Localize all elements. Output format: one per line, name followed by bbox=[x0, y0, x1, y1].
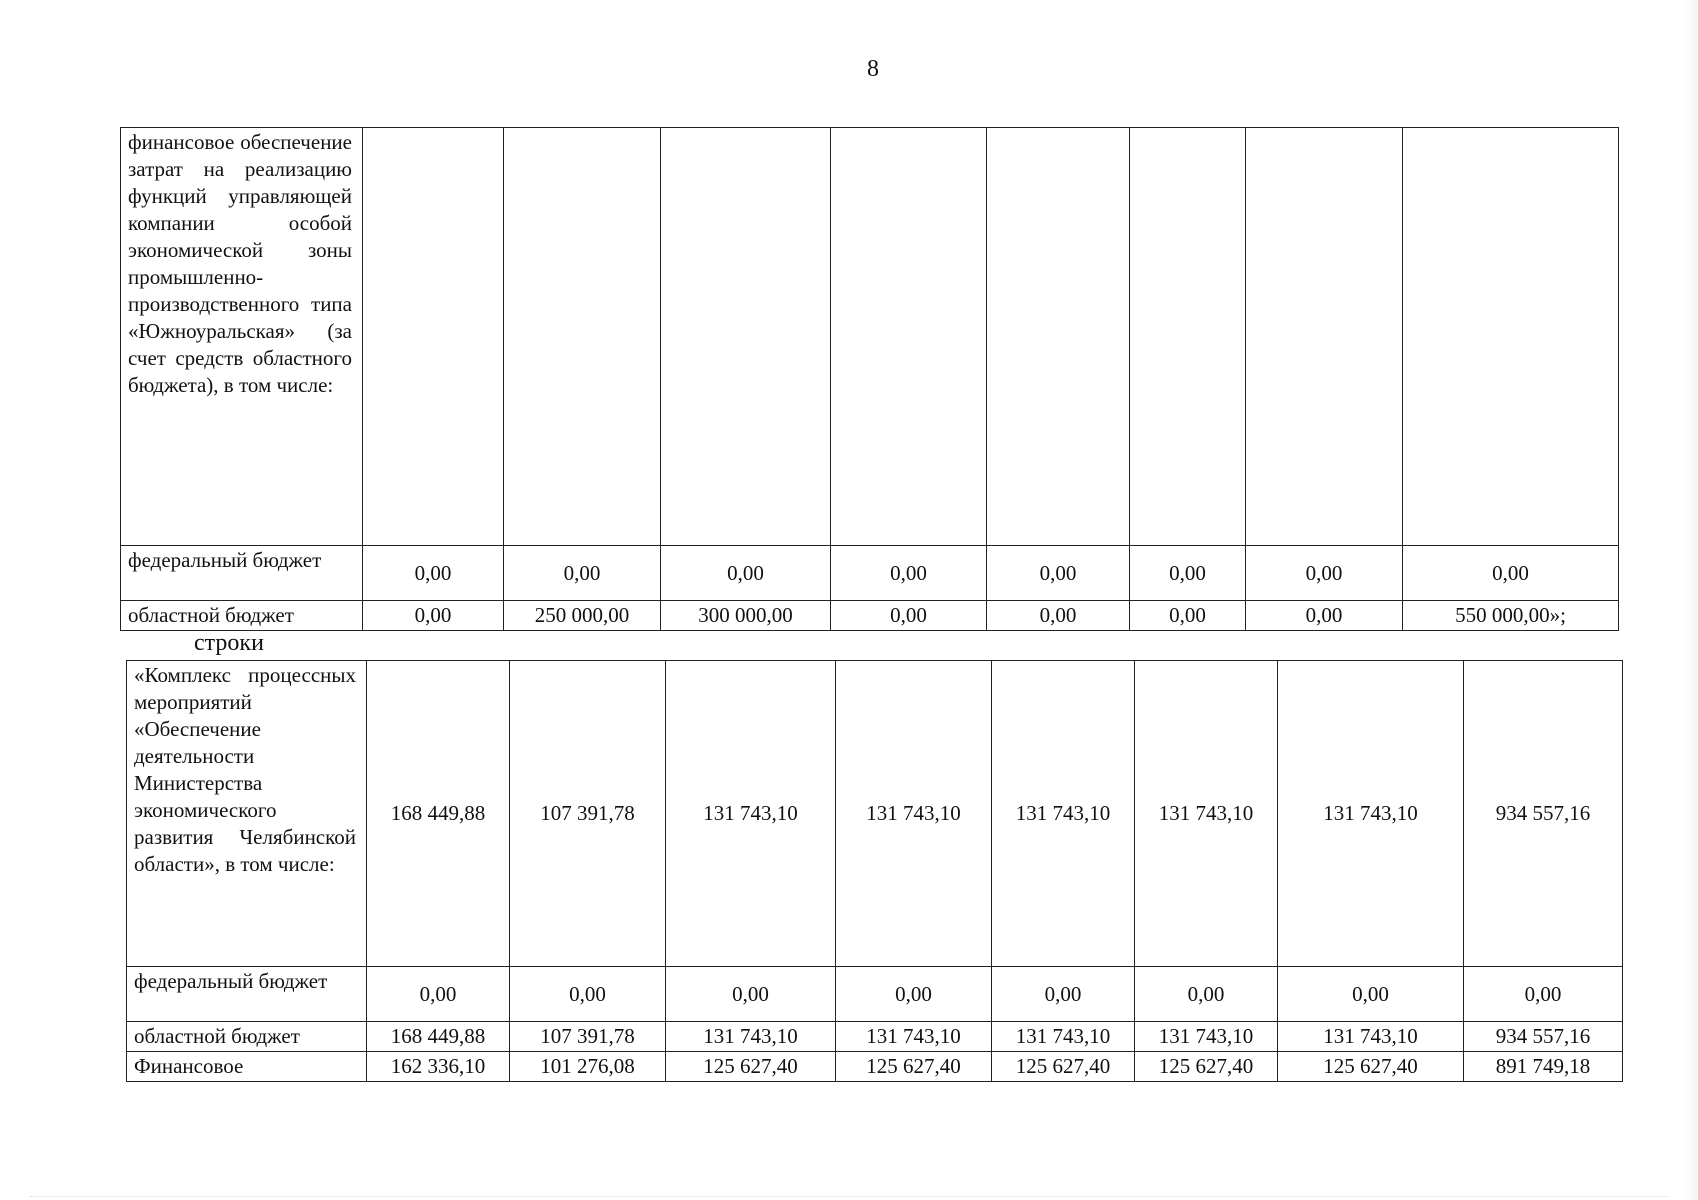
row-label: финансовое обеспечение затрат на реализацию функций управляющей компании особой экономической зоны промышленно-производственного типа «Южноуральская» (за счет средств областного бюджета), в том числе: bbox=[121, 128, 363, 546]
value-cell bbox=[1403, 601, 1619, 631]
value-cell bbox=[831, 128, 987, 546]
value-cell: 0,00 bbox=[831, 601, 987, 631]
value-cell: 131 743,10 bbox=[836, 1022, 992, 1052]
budget-table-process-measures bbox=[126, 660, 1623, 1082]
value-cell: 0,00 bbox=[831, 546, 987, 601]
value-cell: 131 743,10 bbox=[1135, 661, 1278, 967]
rows-heading: строки bbox=[194, 630, 264, 656]
value-cell: 131 743,10 bbox=[1278, 661, 1464, 967]
value-cell: 0,00 bbox=[836, 967, 992, 1022]
value-cell: 131 743,10 bbox=[666, 661, 836, 967]
row-label: областной бюджет bbox=[127, 1022, 367, 1052]
value-cell: 107 391,78 bbox=[510, 1022, 666, 1052]
value-cell: 101 276,08 bbox=[510, 1052, 666, 1082]
row-label: Финансовое bbox=[127, 1052, 367, 1082]
value-cell bbox=[987, 128, 1130, 546]
value-cell: 0,00 bbox=[363, 601, 504, 631]
page-number: 8 bbox=[867, 56, 879, 82]
table-row bbox=[121, 128, 1619, 546]
value-cell: 0,00 bbox=[661, 546, 831, 601]
value-cell: 0,00 bbox=[987, 601, 1130, 631]
value-cell: 250 000,00 bbox=[504, 601, 661, 631]
row-label: федеральный бюджет bbox=[127, 967, 367, 1022]
value-cell: 0,00 bbox=[1130, 546, 1246, 601]
value-cell: 131 743,10 bbox=[992, 661, 1135, 967]
value-cell: 0,00 bbox=[1246, 601, 1403, 631]
value-cell: 131 743,10 bbox=[666, 1022, 836, 1052]
row-label: «Комплекс процессных мероприятий «Обеспечение деятельности Министерства экономического развития Челябинской области», в том числе: bbox=[127, 661, 367, 967]
value-cell bbox=[1403, 128, 1619, 546]
value-cell: 0,00 bbox=[987, 546, 1130, 601]
value-cell: 125 627,40 bbox=[1278, 1052, 1464, 1082]
value-cell: 107 391,78 bbox=[510, 661, 666, 967]
value-cell: 300 000,00 bbox=[661, 601, 831, 631]
value-cell: 0,00 bbox=[1403, 546, 1619, 601]
value-cell: 131 743,10 bbox=[1278, 1022, 1464, 1052]
value-cell: 168 449,88 bbox=[367, 1022, 510, 1052]
value-cell: 934 557,16 bbox=[1464, 661, 1623, 967]
value-cell bbox=[1246, 128, 1403, 546]
table-row bbox=[127, 661, 1623, 967]
value-cell: 891 749,18 bbox=[1464, 1052, 1623, 1082]
value-cell: 125 627,40 bbox=[1135, 1052, 1278, 1082]
value-cell: 0,00 bbox=[1464, 967, 1623, 1022]
value-cell: 0,00 bbox=[510, 967, 666, 1022]
value-cell: 0,00 bbox=[504, 546, 661, 601]
table-row bbox=[121, 601, 1619, 631]
value-cell: 131 743,10 bbox=[992, 1022, 1135, 1052]
scan-bottom-edge bbox=[30, 1196, 1668, 1199]
table-row bbox=[121, 546, 1619, 601]
row-label: федеральный бюджет bbox=[121, 546, 363, 601]
value-cell: 0,00 bbox=[1130, 601, 1246, 631]
value-cell: 168 449,88 bbox=[367, 661, 510, 967]
value-cell: 0,00 bbox=[363, 546, 504, 601]
value-cell: 0,00 bbox=[992, 967, 1135, 1022]
value-cell: 0,00 bbox=[1246, 546, 1403, 601]
value-cell: 125 627,40 bbox=[992, 1052, 1135, 1082]
value-cell bbox=[1130, 128, 1246, 546]
value-cell: 162 336,10 bbox=[367, 1052, 510, 1082]
value-cell: 0,00 bbox=[1278, 967, 1464, 1022]
value-cell: 131 743,10 bbox=[836, 661, 992, 967]
value-cell bbox=[661, 128, 831, 546]
value-text: 550 000,00 bbox=[1455, 603, 1550, 627]
value-cell: 0,00 bbox=[1135, 967, 1278, 1022]
value-cell bbox=[363, 128, 504, 546]
value-cell: 0,00 bbox=[367, 967, 510, 1022]
value-cell: 934 557,16 bbox=[1464, 1022, 1623, 1052]
budget-table-economic-zone bbox=[120, 127, 1619, 631]
table-row bbox=[127, 967, 1623, 1022]
value-cell: 125 627,40 bbox=[666, 1052, 836, 1082]
row-label: областной бюджет bbox=[121, 601, 363, 631]
table-row bbox=[127, 1052, 1623, 1082]
value-cell: 0,00 bbox=[666, 967, 836, 1022]
closing-quote-mark: »; bbox=[1549, 603, 1566, 627]
value-cell bbox=[504, 128, 661, 546]
table-row bbox=[127, 1022, 1623, 1052]
value-cell: 131 743,10 bbox=[1135, 1022, 1278, 1052]
value-cell: 125 627,40 bbox=[836, 1052, 992, 1082]
scan-edge-shadow bbox=[1684, 0, 1698, 1200]
